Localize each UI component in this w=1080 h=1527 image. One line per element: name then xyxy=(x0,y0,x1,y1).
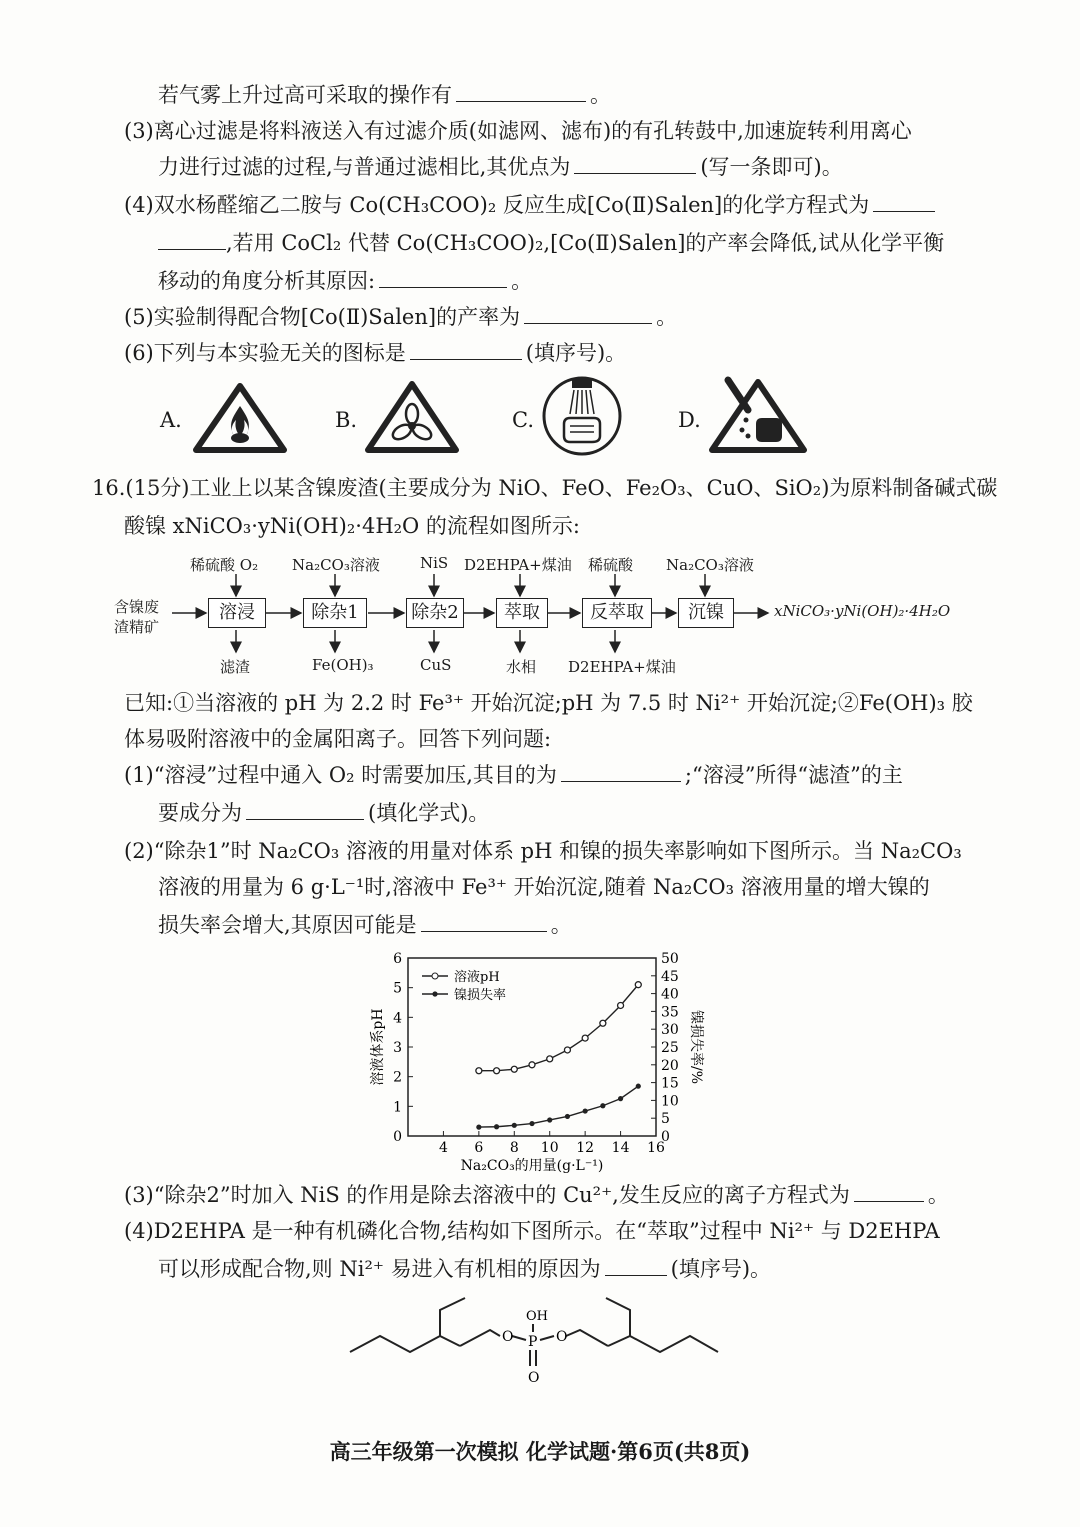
answer-blank[interactable] xyxy=(873,191,935,212)
icon-label-d: D. xyxy=(678,408,701,432)
text: 。 xyxy=(550,913,572,937)
text: (4)双水杨醛缩乙二胺与 Co(CH₃COO)₂ 反应生成[Co(Ⅱ)Salen]的化学方程式为 xyxy=(124,193,870,217)
q15-text-line xyxy=(158,80,611,110)
text: ;“溶浸”所得“滤渣”的主 xyxy=(684,763,903,787)
text: (1)“溶浸”过程中通入 O₂ 时需要加压,其目的为 xyxy=(124,763,557,787)
x-tick-label: 6 xyxy=(474,1140,484,1156)
data-point xyxy=(494,1068,500,1074)
flow-start-line1: 含镍废 xyxy=(114,598,160,616)
answer-blank[interactable] xyxy=(854,1181,924,1202)
q15-4-line2 xyxy=(158,228,944,258)
icon-label-b: B. xyxy=(335,408,358,432)
text: 移动的角度分析其原因: xyxy=(158,269,376,293)
answer-blank[interactable] xyxy=(379,267,507,288)
text: 。 xyxy=(927,1183,949,1207)
q15-5-line xyxy=(124,302,677,332)
text: (5)实验制得配合物[Co(Ⅱ)Salen]的产率为 xyxy=(124,305,521,329)
data-point xyxy=(494,1124,499,1129)
x-tick-label: 10 xyxy=(540,1140,559,1156)
x-tick-label: 12 xyxy=(576,1140,595,1156)
y-right-tick-label: 30 xyxy=(661,1022,679,1039)
data-point xyxy=(512,1123,517,1128)
page-footer: 高三年级第一次模拟 化学试题·第6页(共8页) xyxy=(329,1439,751,1464)
q16-head-line1: 16.(15分)工业上以某含镍废渣(主要成分为 NiO、FeO、Fe₂O₃、CuO、SiO₂)为原料制备碱式碳 xyxy=(92,476,998,500)
answer-blank[interactable] xyxy=(605,1255,667,1276)
data-point xyxy=(582,1035,588,1041)
q15-4-line3 xyxy=(158,266,532,296)
y-left-tick-label: 0 xyxy=(393,1129,402,1145)
x-tick-label: 16 xyxy=(647,1140,665,1156)
y-right-tick-label: 40 xyxy=(661,986,679,1003)
y-right-tick-label: 25 xyxy=(661,1040,679,1056)
q16-2-line2: 溶液的用量为 6 g·L⁻¹时,溶液中 Fe³⁺ 开始沉淀,随着 Na₂CO₃ 溶液用量的增大镍的 xyxy=(158,875,930,899)
data-point xyxy=(476,1125,481,1130)
y-right-tick-label: 0 xyxy=(661,1129,670,1145)
y-left-tick-label: 4 xyxy=(393,1010,402,1027)
data-point xyxy=(583,1108,588,1113)
y-left-tick-label: 2 xyxy=(393,1069,402,1086)
flow-product: xNiCO₃·yNi(OH)₂·4H₂O xyxy=(774,602,951,620)
answer-blank[interactable] xyxy=(158,229,226,250)
q15-6-line xyxy=(124,338,626,368)
text: (填化学式)。 xyxy=(368,801,490,825)
icon-label-a: A. xyxy=(160,408,182,432)
plot-frame xyxy=(408,958,656,1136)
data-point xyxy=(636,1084,641,1089)
d2ehpa-structure xyxy=(340,1290,740,1400)
struct-o-right: O xyxy=(556,1329,568,1345)
legend-marker xyxy=(432,973,438,979)
flow-box-extract: 萃取 xyxy=(496,598,548,628)
answer-blank[interactable] xyxy=(574,153,696,174)
flow-input-3: NiS xyxy=(420,554,449,572)
data-point xyxy=(511,1066,517,1072)
flow-output-2: Fe(OH)₃ xyxy=(312,656,374,674)
data-point xyxy=(476,1068,482,1074)
y-left-tick-label: 6 xyxy=(393,951,402,967)
flow-box-precipitate: 沉镍 xyxy=(678,598,734,628)
answer-blank[interactable] xyxy=(421,911,547,932)
text: 若气雾上升过高可采取的操作有 xyxy=(158,83,452,107)
q16-3-line xyxy=(124,1180,949,1210)
text: (写一条即可)。 xyxy=(700,155,843,179)
legend-label: 镍损失率 xyxy=(454,988,507,1003)
flow-box-dissolve: 溶浸 xyxy=(208,598,266,628)
flow-box-purify2: 除杂2 xyxy=(406,598,464,628)
x-tick-label: 4 xyxy=(438,1140,448,1156)
y-right-tick-label: 10 xyxy=(661,1093,679,1110)
text: ,若用 CoCl₂ 代替 Co(CH₃COO)₂,[Co(Ⅱ)Salen]的产率会降低,试从化学平衡 xyxy=(226,231,945,255)
data-point xyxy=(565,1114,570,1119)
text: 要成分为 xyxy=(158,801,242,825)
struct-o-bottom: O xyxy=(528,1370,540,1386)
struct-o-left: O xyxy=(502,1329,514,1345)
q16-head-line2: 酸镍 xNiCO₃·yNi(OH)₂·4H₂O 的流程如图所示: xyxy=(124,514,581,538)
q16-known-line2: 体易吸附溶液中的金属阳离子。回答下列问题: xyxy=(124,727,552,751)
answer-blank[interactable] xyxy=(524,303,652,324)
flow-output-1: 滤渣 xyxy=(220,658,251,676)
series-line-1 xyxy=(479,1086,638,1127)
q16-2-line3 xyxy=(158,910,572,940)
text: (填序号)。 xyxy=(670,1257,772,1281)
struct-p: P xyxy=(528,1334,538,1350)
y-left-tick-label: 3 xyxy=(393,1040,402,1056)
answer-blank[interactable] xyxy=(410,339,522,360)
q15-3-line1: (3)离心过滤是将料液送入有过滤介质(如滤网、滤布)的有孔转鼓中,加速旋转利用离心 xyxy=(124,119,912,143)
flow-input-6: Na₂CO₃溶液 xyxy=(666,556,754,574)
text: 力进行过滤的过程,与普通过滤相比,其优点为 xyxy=(158,155,571,179)
flow-input-2: Na₂CO₃溶液 xyxy=(292,556,380,574)
flow-input-1: 稀硫酸 O₂ xyxy=(190,556,259,574)
y-left-tick-label: 5 xyxy=(393,980,402,997)
q15-4-line1 xyxy=(124,190,935,220)
x-tick-label: 8 xyxy=(509,1140,519,1156)
text: (6)下列与本实验无关的图标是 xyxy=(124,341,406,365)
q16-known-line1: 已知:①当溶液的 pH 为 2.2 时 Fe³⁺ 开始沉淀;pH 为 7.5 时 Ni²⁺ 开始沉淀;②Fe(OH)₃ 胶 xyxy=(124,691,973,715)
data-point xyxy=(564,1047,570,1053)
data-point xyxy=(618,1096,623,1101)
ph-loss-chart xyxy=(360,944,704,1180)
hand-wash-icon[interactable] xyxy=(540,374,624,458)
q16-1-line2 xyxy=(158,798,489,828)
y-right-tick-label: 45 xyxy=(661,968,679,985)
flow-input-5: 稀硫酸 xyxy=(588,556,634,574)
q15-3-line2 xyxy=(158,152,843,182)
corrosive-warning-icon[interactable] xyxy=(706,374,810,456)
y-left-tick-label: 1 xyxy=(393,1099,402,1116)
data-point xyxy=(600,1020,606,1026)
answer-blank[interactable] xyxy=(456,81,586,102)
data-point xyxy=(618,1002,624,1008)
y-right-tick-label: 15 xyxy=(661,1075,679,1092)
q16-2-line1: (2)“除杂1”时 Na₂CO₃ 溶液的用量对体系 pH 和镍的损失率影响如下图所示。当 Na₂CO₃ xyxy=(124,839,962,863)
y-right-tick-label: 50 xyxy=(661,951,679,967)
flow-box-back-extract: 反萃取 xyxy=(582,598,652,628)
icon-label-c: C. xyxy=(512,408,534,432)
flow-start-line2: 渣精矿 xyxy=(114,618,160,636)
legend-marker xyxy=(432,991,437,996)
flow-output-3: CuS xyxy=(420,656,452,674)
answer-blank[interactable] xyxy=(246,799,364,820)
flame-warning-icon[interactable] xyxy=(190,380,290,456)
data-point xyxy=(547,1056,553,1062)
text: 可以形成配合物,则 Ni²⁺ 易进入有机相的原因为 xyxy=(158,1257,601,1281)
text: 损失率会增大,其原因可能是 xyxy=(158,913,417,937)
q16-1-line1 xyxy=(124,760,903,790)
fan-ventilation-icon[interactable] xyxy=(362,378,462,456)
x-tick-label: 14 xyxy=(611,1140,630,1156)
flow-box-purify1: 除杂1 xyxy=(303,598,367,628)
data-point xyxy=(529,1062,535,1068)
y-right-tick-label: 5 xyxy=(661,1111,670,1128)
data-point xyxy=(635,982,641,988)
q16-4-line2 xyxy=(158,1254,771,1284)
flow-output-5: D2EHPA+煤油 xyxy=(568,658,676,676)
text: 。 xyxy=(511,269,533,293)
data-point xyxy=(600,1103,605,1108)
text: 。 xyxy=(590,83,611,107)
x-axis-label: Na₂CO₃的用量(g·L⁻¹) xyxy=(460,1158,604,1174)
y-right-tick-label: 35 xyxy=(661,1004,679,1021)
struct-oh: OH xyxy=(526,1309,548,1324)
y-left-axis-label: 溶液体系pH xyxy=(370,1008,386,1086)
text: (3)“除杂2”时加入 NiS 的作用是除去溶液中的 Cu²⁺,发生反应的离子方程式为 xyxy=(124,1183,850,1207)
y-right-tick-label: 20 xyxy=(661,1057,679,1074)
y-right-axis-label: 镍损失率/% xyxy=(688,1009,704,1085)
data-point xyxy=(547,1117,552,1122)
flow-output-4: 水相 xyxy=(506,658,537,676)
flow-input-4: D2EHPA+煤油 xyxy=(464,556,572,574)
text: (填序号)。 xyxy=(525,341,627,365)
data-point xyxy=(529,1121,534,1126)
q16-4-line1: (4)D2EHPA 是一种有机磷化合物,结构如下图所示。在“萃取”过程中 Ni²⁺ 与 D2EHPA xyxy=(124,1219,940,1243)
answer-blank[interactable] xyxy=(561,761,681,782)
text: 。 xyxy=(656,305,678,329)
legend-label: 溶液pH xyxy=(454,970,500,985)
